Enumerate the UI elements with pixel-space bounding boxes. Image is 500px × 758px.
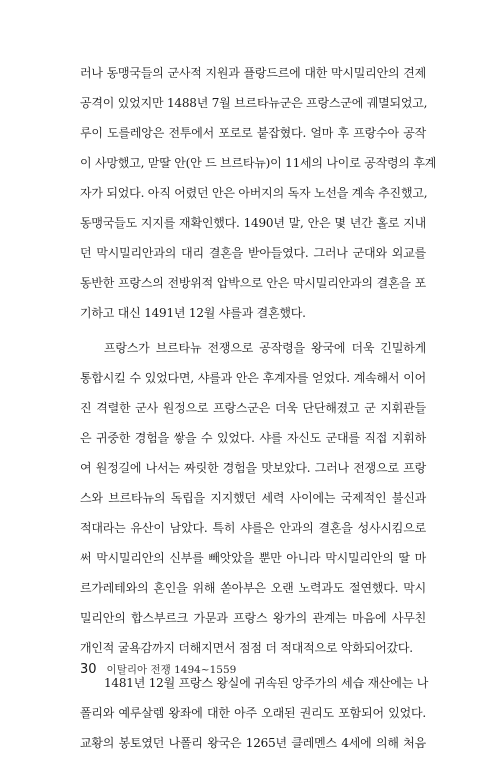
text-line: 교황의 봉토였던 나폴리 왕국은 1265년 클레멘스 4세에 의해 처음 xyxy=(80,736,426,750)
page-footer xyxy=(80,662,236,678)
text-line: 스와 브르타뉴의 독립을 지지했던 세력 사이에는 국제적인 불신과 xyxy=(80,491,426,505)
text-line: 자가 되었다. 아직 어렸던 안은 아버지의 독자 노선을 계속 추진했고, xyxy=(80,186,428,200)
text-line: 루이 도를레앙은 전투에서 포로로 붙잡혔다. 얼마 후 프랑수아 공작 xyxy=(80,126,426,140)
running-head: 이탈리아 전쟁 1494~1559 xyxy=(106,664,237,676)
paragraph xyxy=(80,668,429,758)
body-text xyxy=(80,58,437,758)
text-line: 기하고 대신 1491년 12월 샤를과 결혼했다. xyxy=(80,306,306,320)
page-number: 30 xyxy=(80,662,97,677)
text-line: 밀리안의 합스부르크 가문과 프랑스 왕가의 관계는 마음에 사무친 xyxy=(80,611,426,625)
text-line: 적대라는 유산이 남았다. 특히 샤를은 안과의 결혼을 성사시킴으로 xyxy=(80,521,426,535)
text-line: 동반한 프랑스의 전방위적 압박으로 안은 막시밀리안과의 결혼을 포 xyxy=(80,276,426,290)
text-line: 1481년 12월 프랑스 왕실에 귀속된 앙주가의 세습 재산에는 나 xyxy=(104,676,429,690)
paragraph xyxy=(80,333,426,663)
text-line: 여 원정길에 나서는 짜릿한 경험을 맛보았다. 그러나 전쟁으로 프랑 xyxy=(80,461,426,475)
text-line: 통합시킬 수 있었다면, 샤를과 안은 후계자를 얻었다. 계속해서 이어 xyxy=(80,371,426,385)
text-line: 동맹국들도 지지를 재확인했다. 1490년 말, 안은 몇 년간 홀로 지내 xyxy=(80,216,426,230)
text-line: 폴리와 예루살렘 왕좌에 대한 아주 오래된 권리도 포함되어 있었다. xyxy=(80,706,426,720)
paragraph xyxy=(80,58,437,328)
text-line: 은 귀중한 경험을 쌓을 수 있었다. 샤를 자신도 군대를 직접 지휘하 xyxy=(80,431,426,445)
text-line: 진 격렬한 군사 원정으로 프랑스군은 더욱 단단해졌고 군 지휘관들 xyxy=(80,401,426,415)
text-line: 써 막시밀리안의 신부를 빼앗았을 뿐만 아니라 막시밀리안의 딸 마 xyxy=(80,551,426,565)
text-line: 프랑스가 브르타뉴 전쟁으로 공작령을 왕국에 더욱 긴밀하게 xyxy=(104,341,426,355)
text-line: 개인적 굴욕감까지 더해지면서 점점 더 적대적으로 악화되어갔다. xyxy=(80,641,413,655)
text-line: 러나 동맹국들의 군사적 지원과 플랑드르에 대한 막시밀리안의 견제 xyxy=(80,66,426,80)
text-line: 이 사망했고, 맏딸 안(안 드 브르타뉴)이 11세의 나이로 공작령의 후계 xyxy=(80,156,437,170)
text-line: 공격이 있었지만 1488년 7월 브르타뉴군은 프랑스군에 궤멸되었고, xyxy=(80,96,428,110)
text-line: 르가레테와의 혼인을 위해 쏟아부은 오랜 노력과도 절연했다. 막시 xyxy=(80,581,426,595)
text-line: 던 막시밀리안과의 대리 결혼을 받아들였다. 그러나 군대와 외교를 xyxy=(80,246,426,260)
